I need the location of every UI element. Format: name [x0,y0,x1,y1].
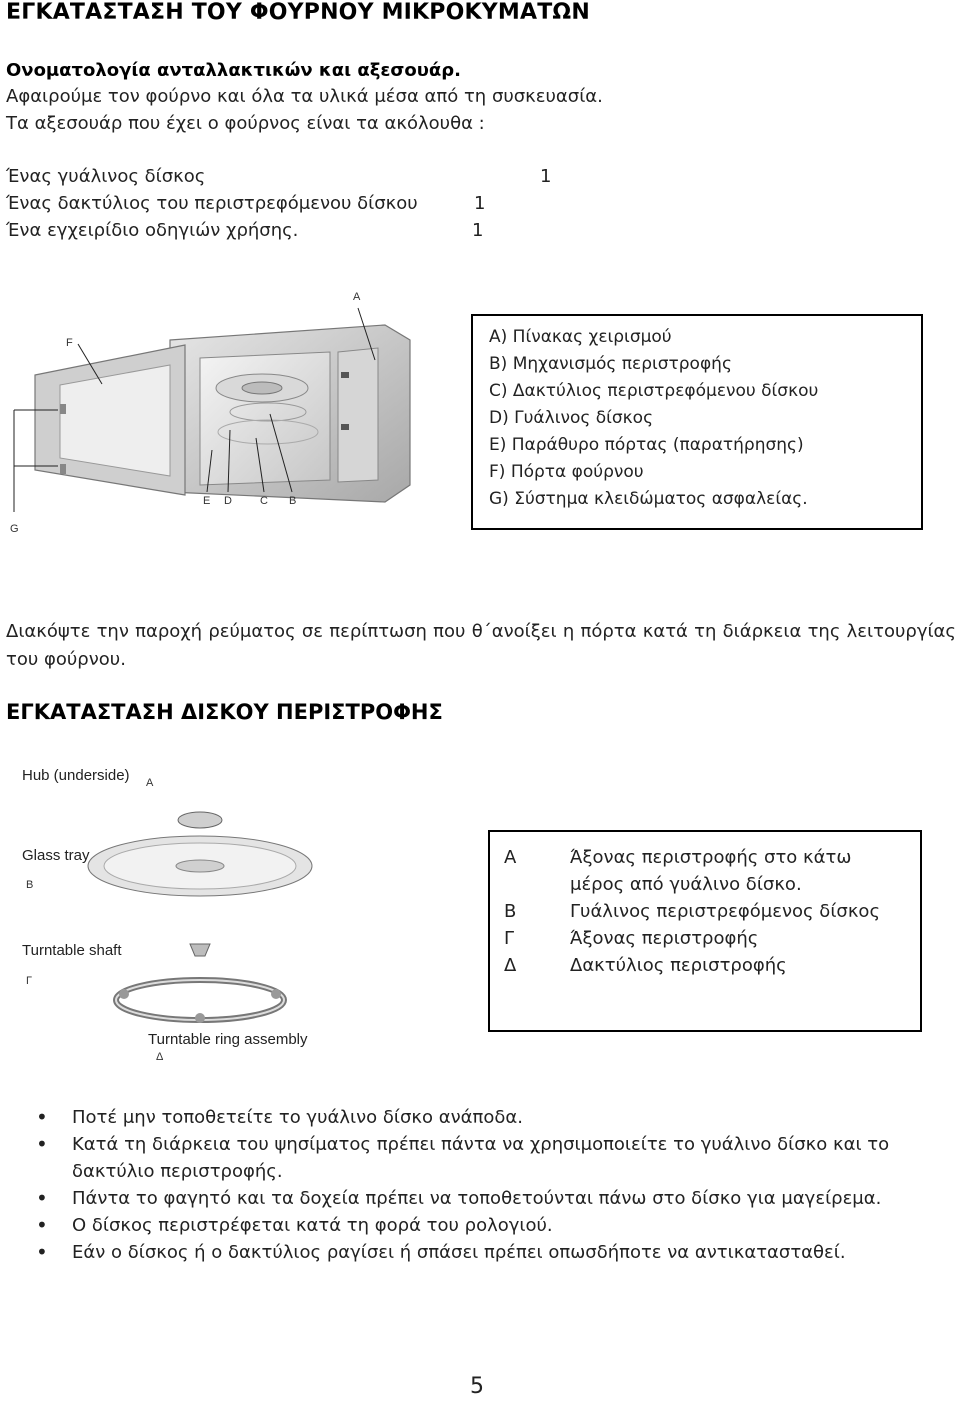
legend-row [504,952,910,979]
instructions-list [36,1104,956,1266]
intro-line-2: Τα αξεσουάρ που έχει ο φούρνος είναι τα ακόλουθα : [6,113,485,134]
legend-text: Άξονας περιστροφής στο κάτω μέρος από γυάλινο δίσκο. [570,847,852,895]
hub-label: Hub (underside) [22,767,130,784]
ring-key: Δ [156,1051,164,1063]
turntable-legend-box [488,830,922,1032]
accessory-name: Ένας γυάλινος δίσκος [6,166,206,187]
oven-diagram [0,280,470,550]
intro-line-1: Αφαιρούμε τον φούρνο και όλα τα υλικά μέσα από τη συσκευασία. [6,86,603,107]
oven-cavity [200,352,330,485]
list-item: • Εάν ο δίσκος ή ο δακτύλιος ραγίσει ή σπάσει πρέπει οπωσδήποτε να αντικατασταθεί. [36,1239,956,1266]
tray-label: Glass tray [22,847,90,864]
legend-text: Δακτύλιος περιστροφής [570,955,787,976]
legend-item: G) Σύστημα κλειδώματος ασφαλείας. [489,489,808,509]
legend-item: D) Γυάλινος δίσκος [489,408,654,428]
label-g: G [10,523,19,535]
hub-key: A [146,777,154,789]
tray-key: B [26,879,34,891]
label-e: E [203,495,211,507]
accessory-name: Ένας δακτύλιος του περιστρεφόμενου δίσκου [6,193,418,214]
door-window [60,365,170,476]
list-item: • Ο δίσκος περιστρέφεται κατά τη φορά του ρολογιού. [36,1212,956,1239]
accessory-qty: 1 [540,166,552,187]
section-subtitle: Ονοματολογία ανταλλακτικών και αξεσουάρ. [6,60,462,81]
label-f: F [66,337,73,349]
list-item: • Ποτέ μην τοποθετείτε το γυάλινο δίσκο ανάποδα. [36,1104,956,1131]
label-d: D [224,495,232,507]
legend-item: F) Πόρτα φούρνου [489,462,644,482]
legend-key: Γ [504,928,515,949]
legend-row [504,898,910,925]
page-title: ΕΓΚΑΤΑΣΤΑΣΗ ΤΟΥ ΦΟΥΡΝΟΥ ΜΙΚΡΟΚΥΜΑΤΩΝ [6,0,590,25]
list-item: • Πάντα το φαγητό και τα δοχεία πρέπει να τοποθετούνται πάνω στο δίσκο για μαγείρεμα. [36,1185,956,1212]
label-c: C [260,495,268,507]
accessory-qty: 1 [474,193,486,214]
label-a: A [353,291,361,303]
shaft-key: Γ [26,975,33,987]
legend-item: A) Πίνακας χειρισμού [489,327,672,347]
legend-key: Δ [504,955,517,976]
legend-key: B [504,901,517,922]
accessory-name: Ένα εγχειρίδιο οδηγιών χρήσης. [6,220,299,241]
shaft-label: Turntable shaft [22,942,122,959]
warning-text: Διακόψτε την παροχή ρεύματος σε περίπτωση που θ΄ανοίξει η πόρτα κατά τη διάρκεια της λειτουργίας του φούρνου. [6,621,956,670]
accessory-qty: 1 [472,220,484,241]
legend-row [504,844,910,898]
legend-row [504,925,910,952]
label-b: B [289,495,297,507]
legend-item: E) Παράθυρο πόρτας (παρατήρησης) [489,435,804,455]
control-panel [338,348,378,482]
section-title: ΕΓΚΑΤΑΣΤΑΣΗ ΔΙΣΚΟΥ ΠΕΡΙΣΤΡΟΦΗΣ [6,700,443,724]
legend-key: A [504,847,517,868]
legend-text: Γυάλινος περιστρεφόμενος δίσκος [570,901,881,922]
legend-text: Άξονας περιστροφής [570,928,759,949]
hub-shape [178,812,222,828]
list-item: • Κατά τη διάρκεια του ψησίματος πρέπει πάντα να χρησιμοποιείτε το γυάλινο δίσκο και το δακτύλιο περιστροφής. [36,1131,956,1185]
oven-legend-box [471,314,923,530]
ring-label: Turntable ring assembly [148,1031,308,1048]
shaft-shape [190,944,210,956]
legend-item: C) Δακτύλιος περιστρεφόμενου δίσκου [489,381,819,401]
legend-item: B) Μηχανισμός περιστροφής [489,354,732,374]
page-number: 5 [470,1374,484,1399]
turntable-diagram [0,758,480,1068]
